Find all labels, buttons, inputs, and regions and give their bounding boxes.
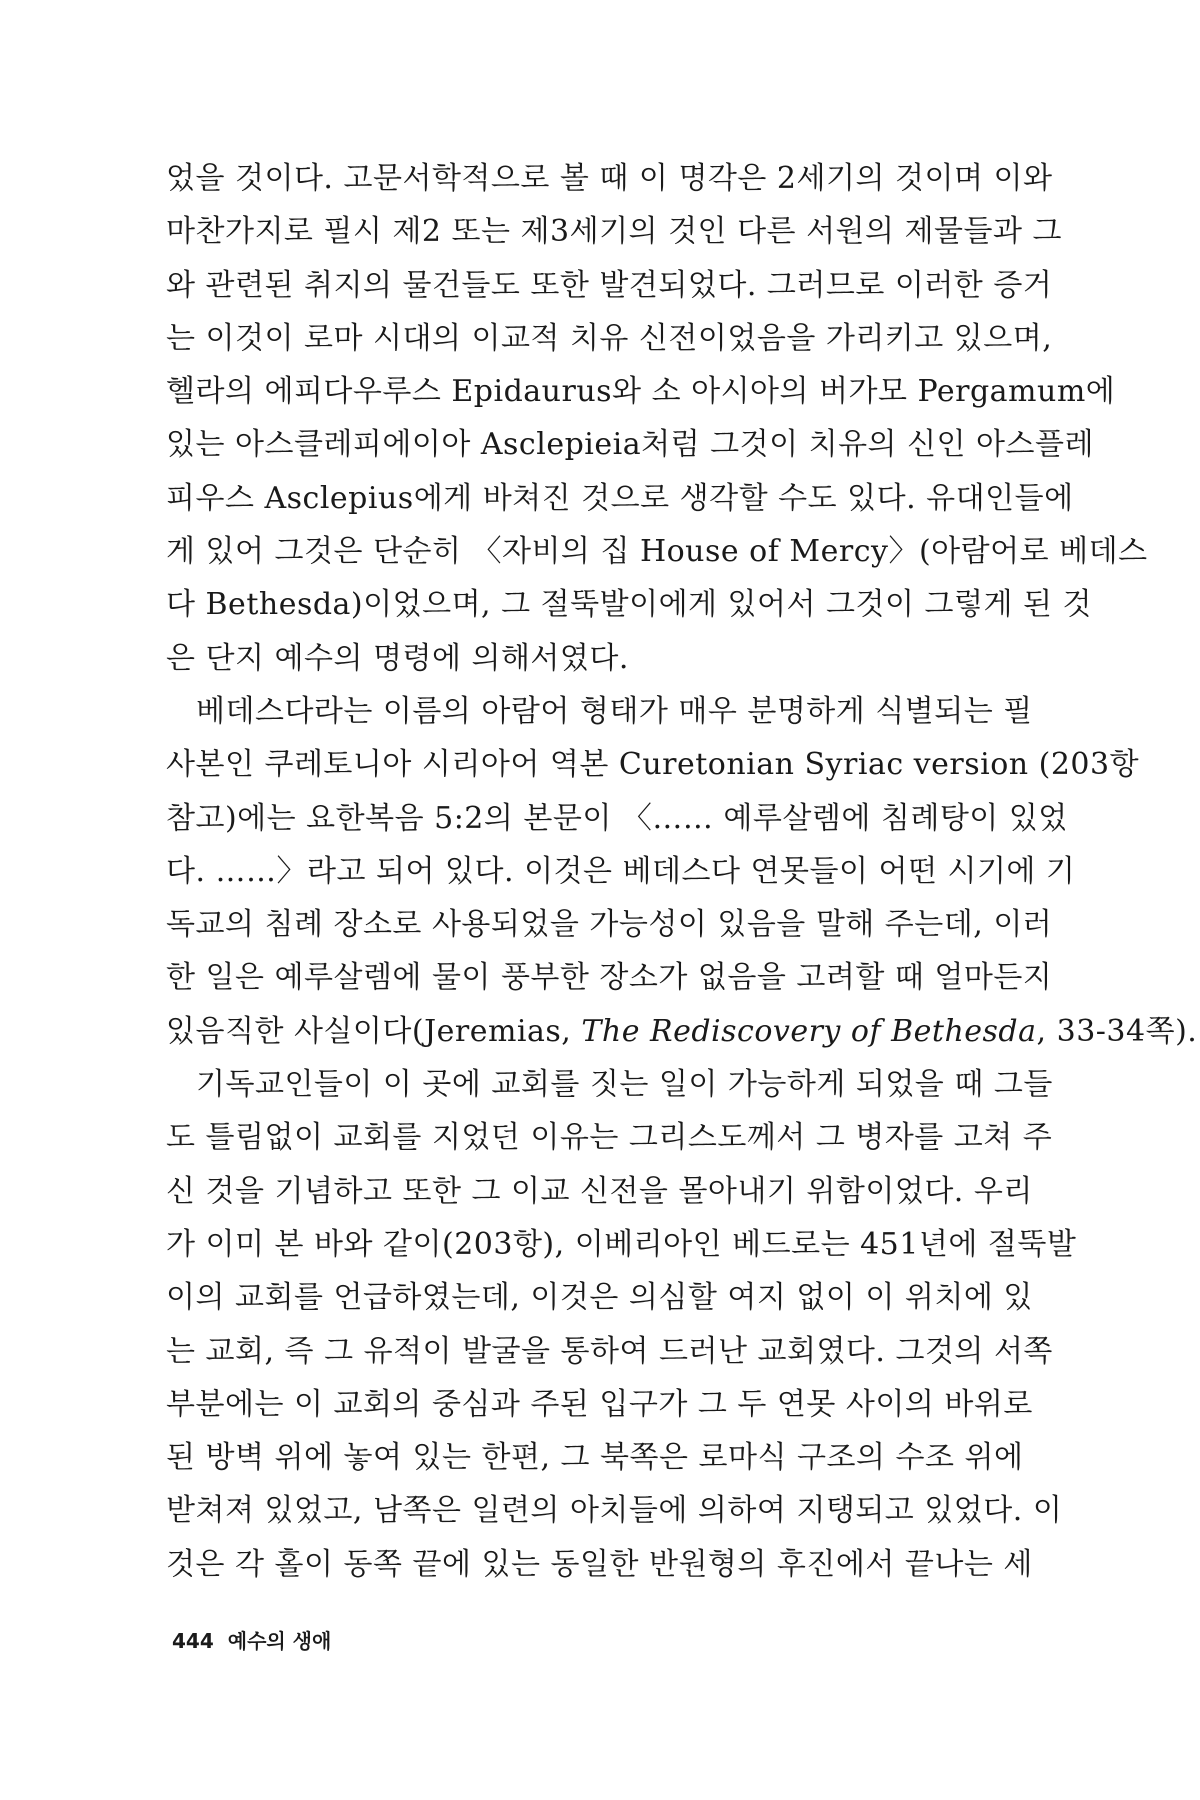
text-line: 와 관련된 취지의 물건들도 또한 발견되었다. 그러므로 이러한 증거	[166, 267, 1053, 303]
book-title: The Rediscovery of Bethesda	[581, 1013, 1037, 1049]
text-line: 사본인 쿠레토니아 시리아어 역본 Curetonian Syriac version (203항	[166, 747, 1140, 783]
text-line: 있는 아스클레피에이아 Asclepieia처럼 그것이 치유의 신인 아스플레	[166, 427, 1094, 463]
text-line: 참고)에는 요한복음 5:2의 본문이 〈…… 예루살렘에 침례탕이 있었	[166, 800, 1068, 836]
text-line: 는 교회, 즉 그 유적이 발굴을 통하여 드러난 교회였다. 그것의 서쪽	[166, 1333, 1053, 1369]
text-line: 도 틀림없이 교회를 지었던 이유는 그리스도께서 그 병자를 고쳐 주	[166, 1120, 1053, 1156]
text-line: 헬라의 에피다우루스 Epidaurus와 소 아시아의 버가모 Pergamum에	[166, 374, 1116, 410]
text-line: 은 단지 예수의 명령에 의해서였다.	[166, 640, 629, 676]
text-line: 피우스 Asclepius에게 바쳐진 것으로 생각할 수도 있다. 유대인들에	[166, 480, 1074, 516]
text-line: 이의 교회를 언급하였는데, 이것은 의심할 여지 없이 이 위치에 있	[166, 1280, 1033, 1316]
text-line: 는 이것이 로마 시대의 이교적 치유 신전이었음을 가리키고 있으며,	[166, 320, 1053, 356]
text-line: 다 Bethesda)이었으며, 그 절뚝발이에게 있어서 그것이 그렇게 된 것	[166, 587, 1092, 623]
paragraph-first-line: 베데스다라는 이름의 아람어 형태가 매우 분명하게 식별되는 필	[196, 693, 1033, 729]
text-line: 있음직한 사실이다(Jeremias, The Rediscovery of Bethesda, 33-34쪽).	[166, 1013, 1198, 1049]
page-footer	[172, 1625, 331, 1654]
paragraph-first-line: 기독교인들이 이 곳에 교회를 짓는 일이 가능하게 되었을 때 그들	[196, 1067, 1053, 1103]
text-line: 된 방벽 위에 놓여 있는 한편, 그 북쪽은 로마식 구조의 수조 위에	[166, 1440, 1024, 1476]
text-line: 것은 각 홀이 동쪽 끝에 있는 동일한 반원형의 후진에서 끝나는 세	[166, 1546, 1033, 1582]
text-line: 었을 것이다. 고문서학적으로 볼 때 이 명각은 2세기의 것이며 이와	[166, 161, 1053, 196]
text-line: 독교의 침례 장소로 사용되었을 가능성이 있음을 말해 주는데, 이러	[166, 907, 1053, 943]
text-line: 게 있어 그것은 단순히 〈자비의 집 House of Mercy〉(아람어로 베데스	[166, 534, 1148, 570]
text-line: 부분에는 이 교회의 중심과 주된 입구가 그 두 연못 사이의 바위로	[166, 1386, 1033, 1422]
text-line: 신 것을 기념하고 또한 그 이교 신전을 몰아내기 위함이었다. 우리	[166, 1173, 1033, 1209]
text-line: 가 이미 본 바와 같이(203항), 이베리아인 베드로는 451년에 절뚝발	[166, 1226, 1077, 1262]
page-number: 444	[172, 1629, 214, 1653]
body-text	[166, 152, 1198, 1591]
text-line: 다. ……〉라고 되어 있다. 이것은 베데스다 연못들이 어떤 시기에 기	[166, 853, 1076, 889]
text-line: 마찬가지로 필시 제2 또는 제3세기의 것인 다른 서원의 제물들과 그	[166, 214, 1062, 250]
text-line: 한 일은 예루살렘에 물이 풍부한 장소가 없음을 고려할 때 얼마든지	[166, 960, 1053, 996]
text-line: 받쳐져 있었고, 남쪽은 일련의 아치들에 의하여 지탱되고 있었다. 이	[166, 1493, 1063, 1529]
running-title: 예수의 생애	[227, 1629, 332, 1653]
